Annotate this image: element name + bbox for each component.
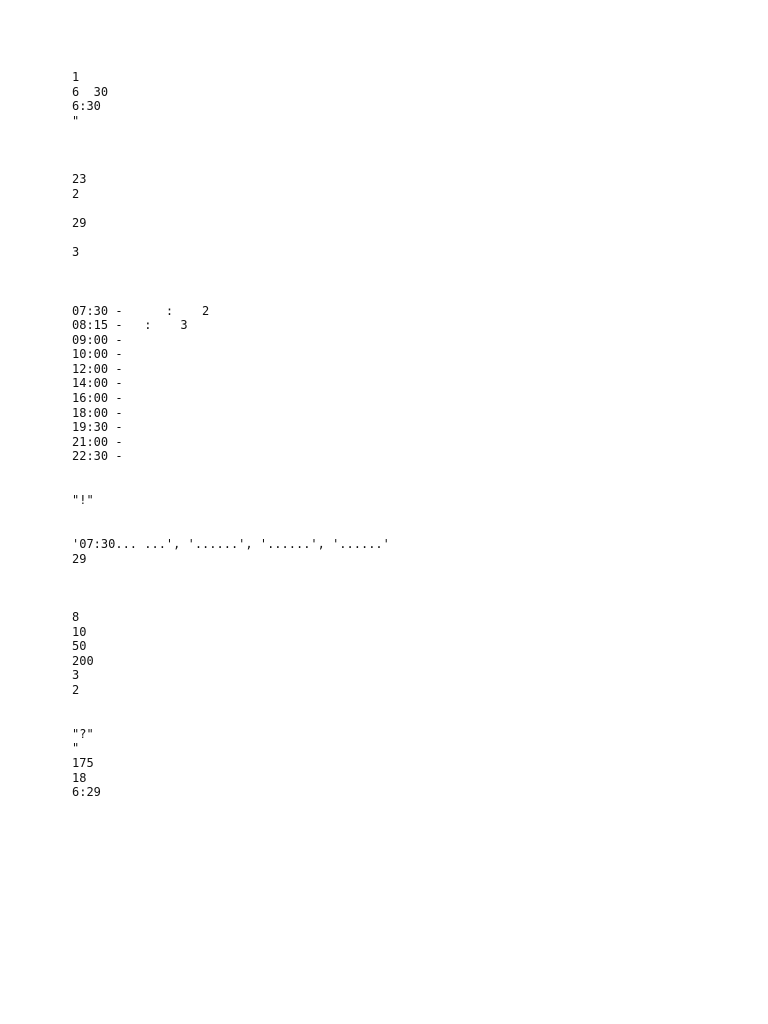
dialogue-exclaim: "!" — [72, 493, 94, 508]
schedule-item: 14:00 - — [72, 376, 123, 391]
schedule-item: 10:00 - — [72, 347, 123, 362]
paragraph-spacer — [72, 479, 696, 494]
paragraph-number-29b: 29 — [72, 551, 87, 566]
paragraph-spacer — [72, 289, 696, 304]
paragraph-spacer — [72, 143, 696, 158]
schedule-item: 19:30 - — [72, 420, 123, 435]
paragraph-time-c: 6:30 — [72, 99, 101, 114]
paragraph-spacer — [72, 508, 696, 523]
paragraph-spacer — [72, 158, 696, 173]
chapter-heading: 1 — [72, 70, 80, 84]
paragraph-time-a: 6 30 — [72, 84, 109, 99]
paragraph-spacer — [72, 464, 696, 479]
paragraph-spacer — [72, 698, 696, 713]
schedule-item: 09:00 - — [72, 332, 123, 347]
paragraph-spacer — [72, 274, 696, 289]
paragraph-number-3: 3 — [72, 245, 80, 260]
paragraph-time-b: 6:29 — [72, 785, 101, 800]
dialogue-closing: " — [72, 741, 80, 756]
paragraph-number-10: 10 — [72, 624, 87, 639]
paragraph-number-23: 23 — [72, 172, 87, 187]
schedule-item: 07:30 - : 2 — [72, 303, 210, 318]
schedule-item: 18:00 - — [72, 405, 123, 420]
paragraph-spacer — [72, 595, 696, 610]
schedule-item: 08:15 - : 3 — [72, 318, 188, 333]
paragraph-number-175: 175 — [72, 755, 94, 770]
schedule-item: 12:00 - — [72, 361, 123, 376]
schedule-list — [72, 304, 696, 465]
paragraph-number-3b: 3 — [72, 668, 80, 683]
paragraph-spacer — [72, 231, 696, 246]
schedule-item: 21:00 - — [72, 434, 123, 449]
paragraph-spacer — [72, 522, 696, 537]
paragraph-spacer — [72, 566, 696, 581]
paragraph-number-2: 2 — [72, 186, 80, 201]
paragraph-number-29: 29 — [72, 215, 87, 230]
document-page — [72, 70, 696, 800]
paragraph-spacer — [72, 260, 696, 275]
paragraph-spacer — [72, 201, 696, 216]
paragraph-number-200: 200 — [72, 653, 94, 668]
paragraph-number-2b: 2 — [72, 682, 80, 697]
schedule-item: 16:00 - — [72, 391, 123, 406]
quoted-times: '07:30... ...', '......', '......', '......' — [72, 537, 390, 551]
paragraph-spacer — [72, 128, 696, 143]
paragraph-number-18: 18 — [72, 770, 87, 785]
schedule-item: 22:30 - — [72, 449, 123, 464]
paragraph-spacer — [72, 712, 696, 727]
paragraph-spacer — [72, 581, 696, 596]
dialogue-question: "?" — [72, 726, 94, 741]
dialogue-quote: " — [72, 113, 80, 128]
paragraph-number-50: 50 — [72, 639, 87, 654]
paragraph-number-8: 8 — [72, 609, 80, 624]
